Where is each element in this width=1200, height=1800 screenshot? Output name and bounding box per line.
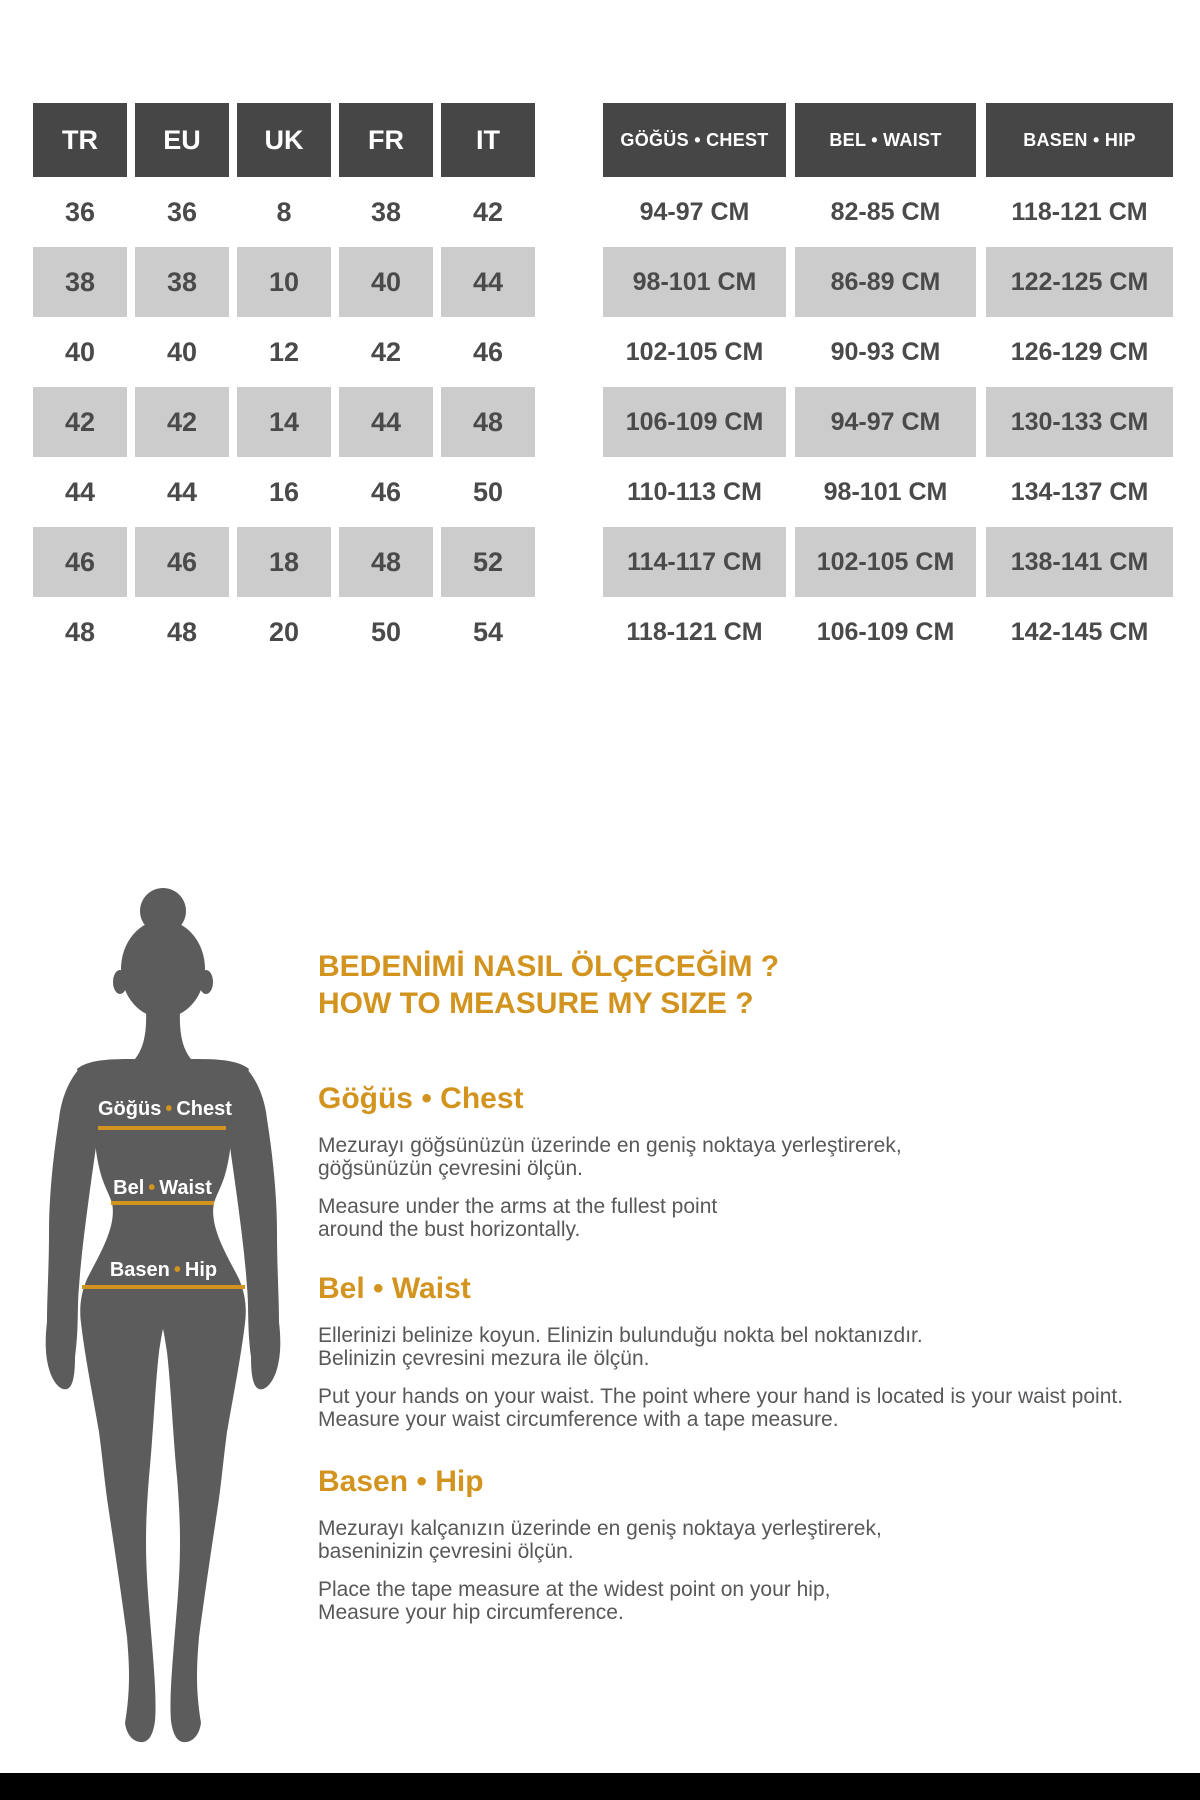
measure-value-cell: 138-141 CM (986, 527, 1173, 597)
size-value-cell: 44 (339, 387, 433, 457)
size-value-cell: 54 (472, 616, 504, 647)
left-ear-shape (113, 970, 127, 994)
measure-value-cell: 94-97 CM (795, 387, 976, 457)
guide-section-chest (318, 1082, 1178, 1256)
size-value-cell: 42 (135, 387, 229, 457)
size-value-cell: 8 (276, 196, 292, 227)
section-text-tr (318, 1324, 1178, 1370)
measure-value-cell: 122-125 CM (986, 247, 1173, 317)
measure-value-cell: 130-133 CM (986, 387, 1173, 457)
measure-value-cell: 118-121 CM (1011, 197, 1148, 226)
size-value-cell: 42 (472, 196, 504, 227)
body-silhouette (43, 887, 283, 1743)
measure-value-cell: 110-113 CM (627, 477, 762, 506)
measure-value-cell: 86-89 CM (795, 247, 976, 317)
size-value-cell: 52 (441, 527, 535, 597)
text-line: around the bust horizontally. (318, 1218, 581, 1241)
table-gap (543, 103, 595, 177)
guide-title-tr: BEDENİMİ NASIL ÖLÇECEĞİM ? (318, 950, 780, 983)
bottom-black-bar (0, 1773, 1200, 1800)
table-gap (543, 597, 595, 667)
size-value-cell: 46 (135, 527, 229, 597)
table-row (33, 597, 1173, 667)
figure-waist-label (111, 1176, 214, 1200)
size-value-cell: 10 (237, 247, 331, 317)
measure-value-cell: 126-129 CM (1010, 337, 1149, 366)
figure-hip-label-en: Hip (184, 1259, 218, 1281)
size-value-cell: 50 (370, 616, 402, 647)
measure-value-cell: 106-109 CM (603, 387, 786, 457)
size-column-header: TR (33, 103, 127, 177)
size-column-header: UK (237, 103, 331, 177)
table-header-row (33, 103, 1173, 177)
text-line: Measure under the arms at the fullest point (318, 1195, 718, 1218)
size-value-cell: 40 (339, 247, 433, 317)
text-line: Belinizin çevresini mezura ile ölçün. (318, 1347, 650, 1370)
table-row (33, 527, 1173, 597)
figure-waist-label-en: Waist (159, 1177, 212, 1199)
measure-value-cell: 134-137 CM (1010, 477, 1149, 506)
table-gap (543, 317, 595, 387)
size-value-cell: 44 (64, 476, 96, 507)
size-value-cell: 12 (268, 336, 300, 367)
measure-column-header: BEL • WAIST (795, 103, 976, 177)
table-row (33, 457, 1173, 527)
size-value-cell: 48 (339, 527, 433, 597)
measure-value-cell: 98-101 CM (823, 477, 948, 506)
text-line: Mezurayı göğsünüzün üzerinde en geniş noktaya yerleştirerek, (318, 1134, 902, 1157)
size-value-cell: 38 (135, 247, 229, 317)
table-gap (543, 387, 595, 457)
head-shape (121, 920, 205, 1018)
size-value-cell: 48 (166, 616, 198, 647)
right-ear-shape (199, 970, 213, 994)
section-heading: Bel • Waist (318, 1272, 471, 1305)
section-text-en (318, 1578, 1178, 1624)
table-gap (543, 247, 595, 317)
bullet-separator: • (165, 1098, 173, 1120)
figure-waist-label-tr: Bel (113, 1177, 145, 1199)
measure-value-cell: 82-85 CM (830, 197, 941, 226)
figure-hip-label-tr: Basen (109, 1259, 170, 1281)
size-value-cell: 46 (370, 476, 402, 507)
measure-value-cell: 98-101 CM (603, 247, 786, 317)
size-table (33, 103, 1173, 667)
size-value-cell: 42 (370, 336, 402, 367)
table-gap (543, 527, 595, 597)
size-value-cell: 44 (166, 476, 198, 507)
guide-section-hip (318, 1465, 1178, 1639)
figure-chest-label (98, 1097, 232, 1121)
measure-value-cell: 102-105 CM (795, 527, 976, 597)
size-value-cell: 36 (166, 196, 198, 227)
section-heading: Göğüs • Chest (318, 1082, 524, 1115)
size-value-cell: 46 (472, 336, 504, 367)
size-value-cell: 44 (441, 247, 535, 317)
size-value-cell: 50 (472, 476, 504, 507)
size-value-cell: 38 (33, 247, 127, 317)
table-gap (543, 177, 595, 247)
measure-value-cell: 102-105 CM (625, 337, 764, 366)
size-value-cell: 14 (237, 387, 331, 457)
size-value-cell: 42 (33, 387, 127, 457)
size-column-header: EU (135, 103, 229, 177)
size-value-cell: 18 (237, 527, 331, 597)
size-value-cell: 48 (64, 616, 96, 647)
size-value-cell: 46 (33, 527, 127, 597)
size-column-header: FR (339, 103, 433, 177)
guide-title-en: HOW TO MEASURE MY SIZE ? (318, 987, 754, 1020)
bullet-separator: • (148, 1177, 156, 1199)
text-line: Mezurayı kalçanızın üzerinde en geniş noktaya yerleştirerek, (318, 1517, 882, 1540)
table-row (33, 387, 1173, 457)
figure-chest-label-tr: Göğüs (98, 1098, 162, 1120)
measure-column-header: GÖĞÜS • CHEST (603, 103, 786, 177)
section-text-en (318, 1195, 1178, 1241)
section-text-tr (318, 1134, 1178, 1180)
table-row (33, 177, 1173, 247)
text-line: Measure your waist circumference with a tape measure. (318, 1408, 839, 1431)
size-value-cell: 20 (268, 616, 300, 647)
guide-title (318, 948, 779, 1022)
text-line: Put your hands on your waist. The point where your hand is located is your waist point. (318, 1385, 1124, 1408)
chest-measure-line (98, 1126, 226, 1130)
waist-measure-line (111, 1201, 214, 1205)
table-row (33, 317, 1173, 387)
table-gap (543, 457, 595, 527)
section-text-en (318, 1385, 1178, 1431)
text-line: Place the tape measure at the widest point on your hip, (318, 1578, 831, 1601)
measure-value-cell: 142-145 CM (1010, 617, 1149, 646)
section-text-tr (318, 1517, 1178, 1563)
table-row (33, 247, 1173, 317)
section-heading: Basen • Hip (318, 1465, 484, 1498)
figure-chest-label-en: Chest (176, 1098, 232, 1120)
size-value-cell: 16 (268, 476, 300, 507)
size-value-cell: 38 (370, 196, 402, 227)
woman-silhouette-graphic (43, 887, 283, 1743)
bullet-separator: • (173, 1259, 181, 1281)
measure-column-header: BASEN • HIP (986, 103, 1173, 177)
text-line: baseninizin çevresini ölçün. (318, 1540, 574, 1563)
measure-value-cell: 106-109 CM (816, 617, 955, 646)
measure-value-cell: 90-93 CM (830, 337, 941, 366)
size-value-cell: 48 (441, 387, 535, 457)
size-value-cell: 40 (64, 336, 96, 367)
size-column-header: IT (441, 103, 535, 177)
measure-value-cell: 114-117 CM (603, 527, 786, 597)
text-line: göğsünüzün çevresini ölçün. (318, 1157, 584, 1180)
measure-value-cell: 94-97 CM (639, 197, 750, 226)
measure-value-cell: 118-121 CM (626, 617, 763, 646)
guide-section-waist (318, 1272, 1178, 1446)
size-value-cell: 40 (166, 336, 198, 367)
hip-measure-line (82, 1285, 245, 1289)
text-line: Ellerinizi belinize koyun. Elinizin bulunduğu nokta bel noktanızdır. (318, 1324, 923, 1347)
figure-hip-label (82, 1258, 245, 1282)
text-line: Measure your hip circumference. (318, 1601, 624, 1624)
size-value-cell: 36 (64, 196, 96, 227)
